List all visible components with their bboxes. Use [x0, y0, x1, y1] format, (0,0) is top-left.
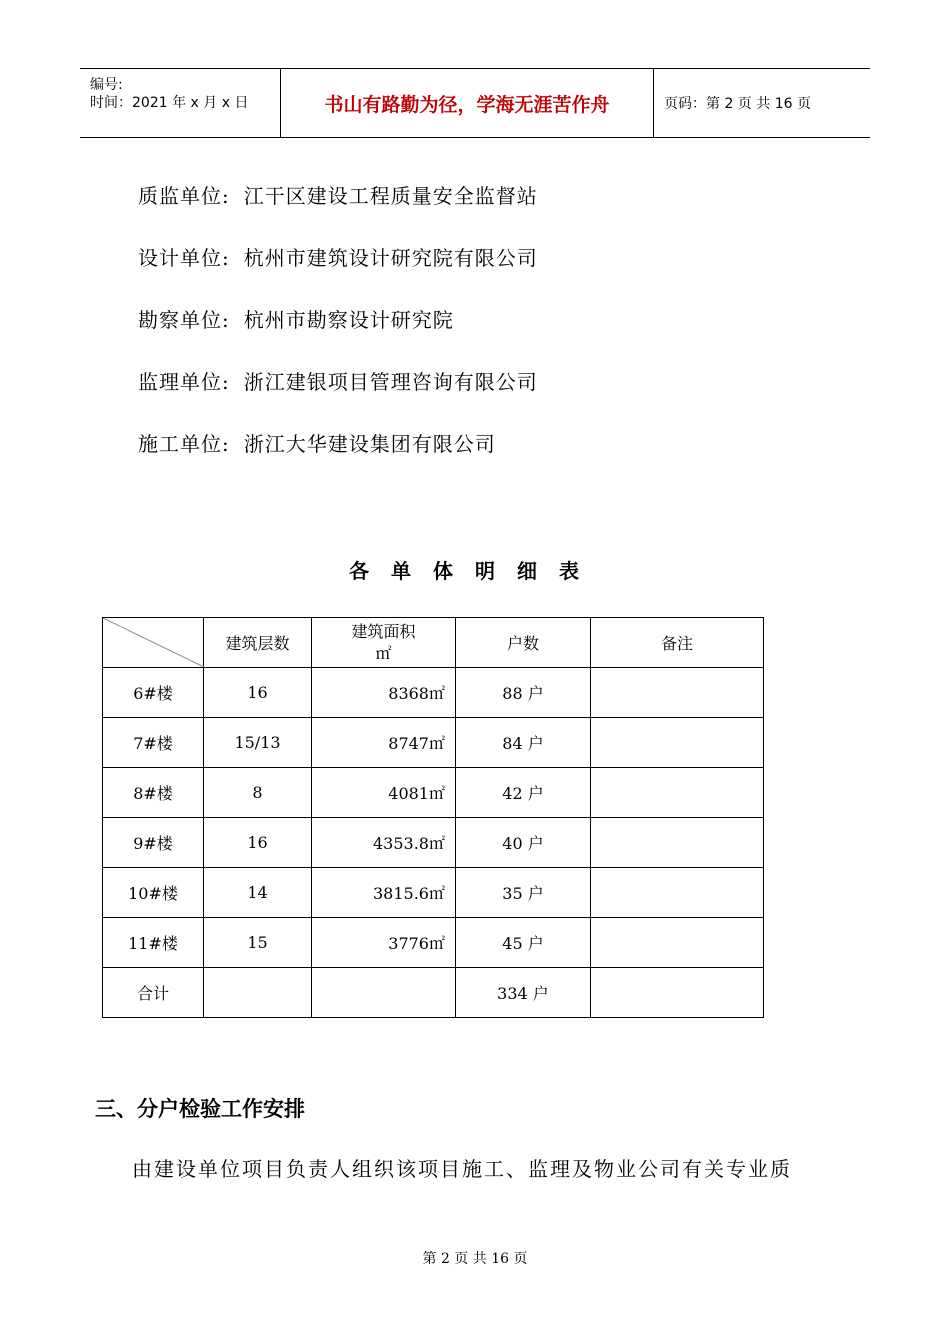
cell-households: 88 户: [456, 668, 591, 718]
unit-line-design: [138, 242, 538, 271]
motto: 书山有路勤为径，学海无涯苦作舟: [281, 69, 654, 137]
header-area-unit: ㎡: [375, 643, 392, 663]
cell-floors: 15/13: [204, 718, 312, 768]
unit-label: 施工单位:: [138, 432, 230, 456]
number-label: 编号:: [90, 77, 123, 93]
body-paragraph: 由建设单位项目负责人组织该项目施工、监理及物业公司有关专业质: [132, 1157, 792, 1181]
cell-remarks: [591, 668, 764, 718]
unit-value: 浙江大华建设集团有限公司: [243, 432, 496, 456]
table-row: [103, 668, 764, 718]
document-header: [80, 68, 870, 138]
cell-floors: 15: [204, 918, 312, 968]
header-floors: 建筑层数: [204, 618, 312, 668]
header-remarks: 备注: [591, 618, 764, 668]
cell-households: 42 户: [456, 768, 591, 818]
cell-households: 45 户: [456, 918, 591, 968]
cell-area: 4081㎡: [312, 768, 456, 818]
unit-label: 设计单位:: [138, 246, 230, 270]
cell-area: 3776㎡: [312, 918, 456, 968]
cell-households: 84 户: [456, 718, 591, 768]
diagonal-header-cell: [103, 618, 204, 668]
table-row: [103, 868, 764, 918]
cell-remarks: [591, 968, 764, 1018]
unit-label: 质监单位:: [138, 184, 230, 208]
cell-floors: 8: [204, 768, 312, 818]
table-total-row: [103, 968, 764, 1018]
unit-value: 杭州市勘察设计研究院: [243, 308, 454, 332]
unit-line-survey: [138, 304, 454, 333]
cell-area: 8747㎡: [312, 718, 456, 768]
unit-value: 江干区建设工程质量安全监督站: [243, 184, 538, 208]
table-row: [103, 718, 764, 768]
cell-building: 6#楼: [103, 668, 204, 718]
table-row: [103, 918, 764, 968]
page-footer: 第 2 页 共 16 页: [422, 1251, 528, 1267]
table-header-row: [103, 618, 764, 668]
unit-value: 杭州市建筑设计研究院有限公司: [243, 246, 538, 270]
unit-line-quality: [138, 180, 538, 209]
cell-floors: [204, 968, 312, 1018]
table-row: [103, 818, 764, 868]
unit-label: 勘察单位:: [138, 308, 230, 332]
cell-building: 7#楼: [103, 718, 204, 768]
building-detail-table: [102, 617, 764, 1018]
cell-remarks: [591, 918, 764, 968]
cell-building: 9#楼: [103, 818, 204, 868]
diagonal-line: [103, 618, 204, 667]
header-area: [312, 618, 456, 668]
cell-building: 合计: [103, 968, 204, 1018]
cell-building: 8#楼: [103, 768, 204, 818]
cell-households: 35 户: [456, 868, 591, 918]
cell-households: 40 户: [456, 818, 591, 868]
cell-floors: 16: [204, 668, 312, 718]
table-row: [103, 768, 764, 818]
unit-label: 监理单位:: [138, 370, 230, 394]
cell-building: 10#楼: [103, 868, 204, 918]
cell-remarks: [591, 868, 764, 918]
section-heading: 三、分户检验工作安排: [95, 1097, 305, 1121]
header-households: 户数: [456, 618, 591, 668]
table-title: 各单体明细表: [349, 559, 601, 583]
header-meta: [80, 69, 281, 137]
cell-area: 8368㎡: [312, 668, 456, 718]
time-label: 时间：2021 年 x 月 x 日: [90, 95, 249, 111]
cell-remarks: [591, 718, 764, 768]
unit-value: 浙江建银项目管理咨询有限公司: [243, 370, 538, 394]
cell-area: 4353.8㎡: [312, 818, 456, 868]
cell-building: 11#楼: [103, 918, 204, 968]
cell-remarks: [591, 768, 764, 818]
header-area-label: 建筑面积: [351, 621, 416, 641]
cell-remarks: [591, 818, 764, 868]
cell-area: [312, 968, 456, 1018]
unit-line-construction: [138, 428, 496, 457]
cell-floors: 14: [204, 868, 312, 918]
page-info: 页码：第 2 页 共 16 页: [664, 96, 811, 112]
cell-households: 334 户: [456, 968, 591, 1018]
unit-line-supervision: [138, 366, 538, 395]
cell-area: 3815.6㎡: [312, 868, 456, 918]
cell-floors: 16: [204, 818, 312, 868]
